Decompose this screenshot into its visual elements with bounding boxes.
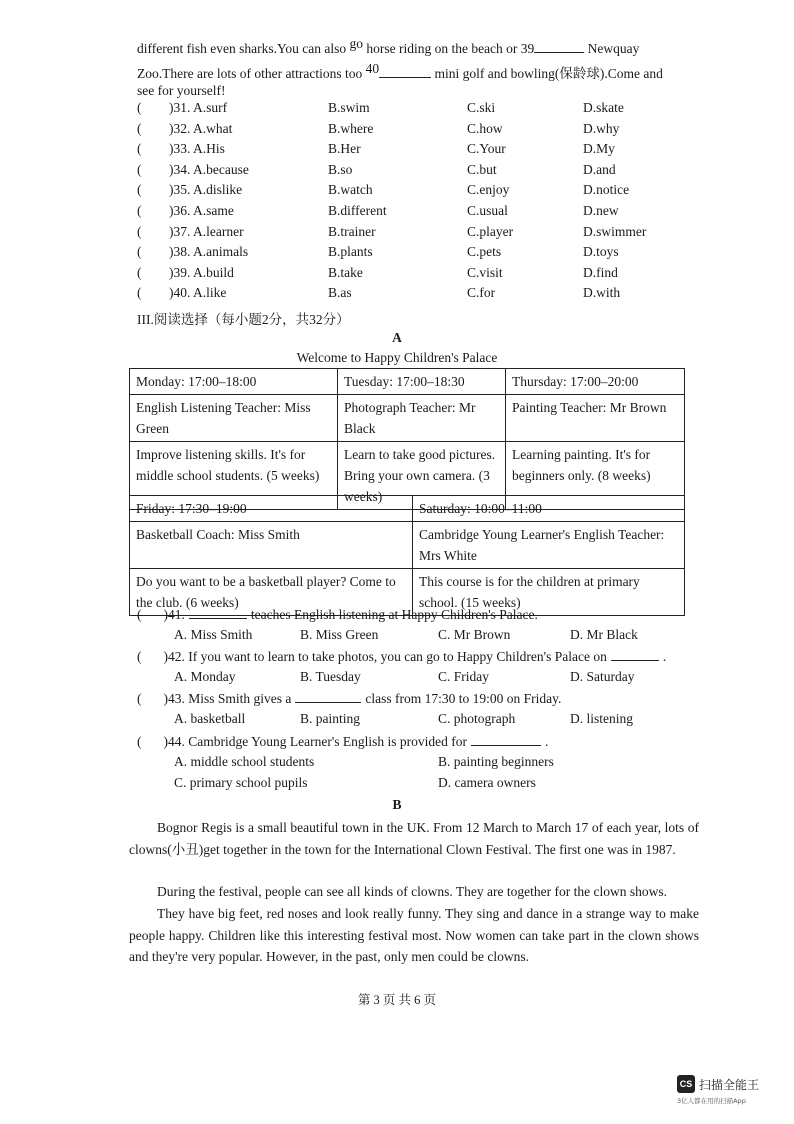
question-number: )36. xyxy=(169,203,191,218)
cloze-text: Zoo.There are lots of other attractions too xyxy=(137,66,363,81)
tuesday-teacher: Photograph Teacher: Mr Black xyxy=(338,395,506,442)
bracket: ( xyxy=(137,182,142,198)
option-b: B.watch xyxy=(328,182,373,198)
option-c: C.Your xyxy=(467,141,506,157)
cloze-text: horse riding on the beach or 39 xyxy=(366,41,535,56)
bracket: ( xyxy=(137,649,142,664)
question-number: )33. xyxy=(169,141,191,157)
friday-teacher: Basketball Coach: Miss Smith xyxy=(130,522,413,569)
option-d: D. Mr Black xyxy=(570,627,638,642)
question-number: )40. xyxy=(169,285,191,301)
section-title: III.阅读选择（每小题2分，共32分） xyxy=(137,312,350,327)
option-d: D.why xyxy=(583,120,620,136)
saturday-desc: This course is for the children at primary school. (15 weeks) xyxy=(413,569,685,616)
passage-b-label: B xyxy=(392,797,402,812)
question-stem xyxy=(137,606,538,623)
bracket: ( xyxy=(137,161,142,177)
option-a: A. Miss Smith xyxy=(174,627,253,642)
option-a: A.like xyxy=(193,285,227,301)
option-c: C. Friday xyxy=(438,669,490,684)
option-d: D.and xyxy=(583,161,616,177)
option-c: C. photograph xyxy=(438,711,516,726)
cloze-option-row xyxy=(137,244,677,264)
cloze-text: go xyxy=(349,36,363,51)
option-b: B.take xyxy=(328,264,363,280)
option-a: A. basketball xyxy=(174,711,246,726)
bracket: ( xyxy=(137,607,142,622)
monday-teacher: English Listening Teacher: Miss Green xyxy=(130,395,338,442)
option-c: C.for xyxy=(467,285,496,301)
question-stem xyxy=(137,690,561,707)
option-b: B. painting xyxy=(300,711,360,726)
saturday-teacher: Cambridge Young Learner's English Teacher: Mrs White xyxy=(413,522,685,569)
option-d: D.My xyxy=(583,141,615,157)
option-c: C.pets xyxy=(467,244,502,260)
page-footer: 第 3 页 共 6 页 xyxy=(357,993,437,1007)
option-d: D.new xyxy=(583,203,619,218)
option-a: A.surf xyxy=(193,100,228,115)
option-b: B. painting beginners xyxy=(438,754,554,769)
cloze-text: 40 xyxy=(365,61,380,76)
cloze-option-row xyxy=(137,121,677,141)
question-text: )44. Cambridge Young Learner's English is provided for xyxy=(163,734,468,749)
option-b: B. Miss Green xyxy=(300,627,379,642)
question-stem xyxy=(137,648,666,665)
option-c: C.how xyxy=(467,120,503,136)
option-a: A.what xyxy=(193,120,233,136)
question-text: . xyxy=(545,734,549,749)
option-a: A.build xyxy=(193,264,234,280)
option-c: C. primary school pupils xyxy=(174,775,308,790)
bracket: ( xyxy=(137,203,142,218)
cloze-text: Newquay xyxy=(587,41,640,56)
option-c: C.enjoy xyxy=(467,182,510,198)
option-d: D.swimmer xyxy=(583,223,647,239)
question-number: )35. xyxy=(169,182,191,198)
answer-blank xyxy=(534,40,584,53)
passage-a-title: Welcome to Happy Children's Palace xyxy=(296,350,498,365)
option-a: A.His xyxy=(193,141,225,157)
option-b: B.as xyxy=(328,285,352,301)
answer-blank xyxy=(295,690,361,703)
tuesday-desc: Learn to take good pictures. Bring your own camera. (3 weeks) xyxy=(338,442,506,510)
question-number: )38. xyxy=(169,244,191,260)
option-c: C.player xyxy=(467,223,514,239)
option-a: A.because xyxy=(193,161,249,177)
passage-b-paragraph: During the festival, people can see all kinds of clowns. They are together for the clown shows. xyxy=(157,884,667,899)
answer-blank xyxy=(471,733,541,746)
schedule-table-row2 xyxy=(129,495,685,616)
cloze-text: see for yourself! xyxy=(137,83,226,98)
answer-blank xyxy=(379,65,431,78)
friday-day: Friday: 17:30–19:00 xyxy=(130,496,413,522)
cloze-text: mini golf and bowling(保龄球).Come and xyxy=(434,66,663,81)
monday-desc: Improve listening skills. It's for middle school students. (5 weeks) xyxy=(130,442,338,510)
option-d: D.toys xyxy=(583,244,619,260)
cloze-option-row xyxy=(137,182,677,202)
thursday-desc: Learning painting. It's for beginners only. (8 weeks) xyxy=(506,442,685,510)
question-number: )37. xyxy=(169,223,191,239)
option-c: C.usual xyxy=(467,203,508,218)
option-b: B.plants xyxy=(328,244,373,260)
question-text: )41. xyxy=(163,607,185,622)
option-d: D. Saturday xyxy=(570,669,635,684)
monday-day: Monday: 17:00–18:00 xyxy=(130,369,338,395)
cloze-line-2 xyxy=(137,62,663,82)
option-a: A.learner xyxy=(193,223,244,239)
bracket: ( xyxy=(137,734,142,749)
option-c: C. Mr Brown xyxy=(438,627,511,642)
option-a: A.same xyxy=(193,203,234,218)
friday-desc: Do you want to be a basketball player? Come to the club. (6 weeks) xyxy=(130,569,413,616)
option-a: A. Monday xyxy=(174,669,236,684)
option-d: D.skate xyxy=(583,100,624,115)
option-c: C.but xyxy=(467,161,497,177)
cloze-option-row xyxy=(137,285,677,305)
option-d: D.notice xyxy=(583,182,630,198)
option-d: D.find xyxy=(583,264,618,280)
cloze-text: different fish even sharks.You can also xyxy=(137,41,347,56)
option-d: D. listening xyxy=(570,711,633,726)
cloze-option-row xyxy=(137,162,677,182)
cloze-option-row xyxy=(137,141,677,161)
option-a: A.dislike xyxy=(193,182,243,198)
passage-a-label: A xyxy=(392,330,402,345)
passage-b-paragraph: Bognor Regis is a small beautiful town in the UK. From 12 March to March 17 of each year, lots of clowns(小丑)get together in the town for the International Clown Festival. The first one was in 1987. xyxy=(129,820,699,857)
bracket: ( xyxy=(137,264,142,280)
option-a: A. middle school students xyxy=(174,754,315,769)
question-number: )32. xyxy=(169,120,191,136)
passage-b-paragraph: They have big feet, red noses and look really funny. They sing and dance in a strange way to make people happy. Children like this interesting festival most. Now women can take part in the clown shows and they're very popular. However, in the past, only men could be clowns. xyxy=(129,906,699,964)
bracket: ( xyxy=(137,223,142,239)
question-text: teaches English listening at Happy Children's Palace. xyxy=(250,607,538,622)
option-b: B.so xyxy=(328,161,353,177)
cloze-line-3 xyxy=(137,83,225,99)
schedule-table-row1 xyxy=(129,368,685,510)
option-c: C.ski xyxy=(467,100,496,115)
option-b: B.trainer xyxy=(328,223,376,239)
question-number: )34. xyxy=(169,161,191,177)
scanner-app-name: 扫描全能王 xyxy=(699,1078,760,1092)
scanner-tagline: 3亿人都在用的扫描App xyxy=(677,1097,746,1105)
answer-blank xyxy=(611,648,659,661)
question-stem xyxy=(137,733,548,750)
option-a: A.animals xyxy=(193,244,249,260)
bracket: ( xyxy=(137,100,142,115)
option-b: B. Tuesday xyxy=(300,669,361,684)
option-d: D.with xyxy=(583,285,621,301)
answer-blank xyxy=(189,606,247,619)
question-text: . xyxy=(662,649,667,664)
question-number: )31. xyxy=(169,100,191,115)
question-text: class from 17:30 to 19:00 on Friday. xyxy=(365,691,562,706)
tuesday-day: Tuesday: 17:00–18:30 xyxy=(338,369,506,395)
option-b: B.where xyxy=(328,120,374,136)
cloze-option-row xyxy=(137,100,677,120)
question-text: )42. If you want to learn to take photos, you can go to Happy Children's Palace on xyxy=(163,649,607,664)
option-b: B.different xyxy=(328,203,387,218)
option-b: B.Her xyxy=(328,141,361,157)
scanner-logo-icon: CS xyxy=(677,1075,695,1093)
cloze-line-1 xyxy=(137,36,640,57)
thursday-day: Thursday: 17:00–20:00 xyxy=(506,369,685,395)
bracket: ( xyxy=(137,285,142,301)
thursday-teacher: Painting Teacher: Mr Brown xyxy=(506,395,685,442)
cloze-option-row xyxy=(137,265,677,285)
bracket: ( xyxy=(137,141,142,157)
saturday-day: Saturday: 10:00–11:00 xyxy=(413,496,685,522)
bracket: ( xyxy=(137,120,142,136)
option-c: C.visit xyxy=(467,264,503,280)
cloze-option-row xyxy=(137,224,677,244)
bracket: ( xyxy=(137,691,142,706)
question-number: )39. xyxy=(169,264,191,280)
bracket: ( xyxy=(137,244,142,260)
question-text: )43. Miss Smith gives a xyxy=(163,691,292,706)
cloze-option-row xyxy=(137,203,677,223)
option-d: D. camera owners xyxy=(438,775,536,790)
option-b: B.swim xyxy=(328,100,370,115)
